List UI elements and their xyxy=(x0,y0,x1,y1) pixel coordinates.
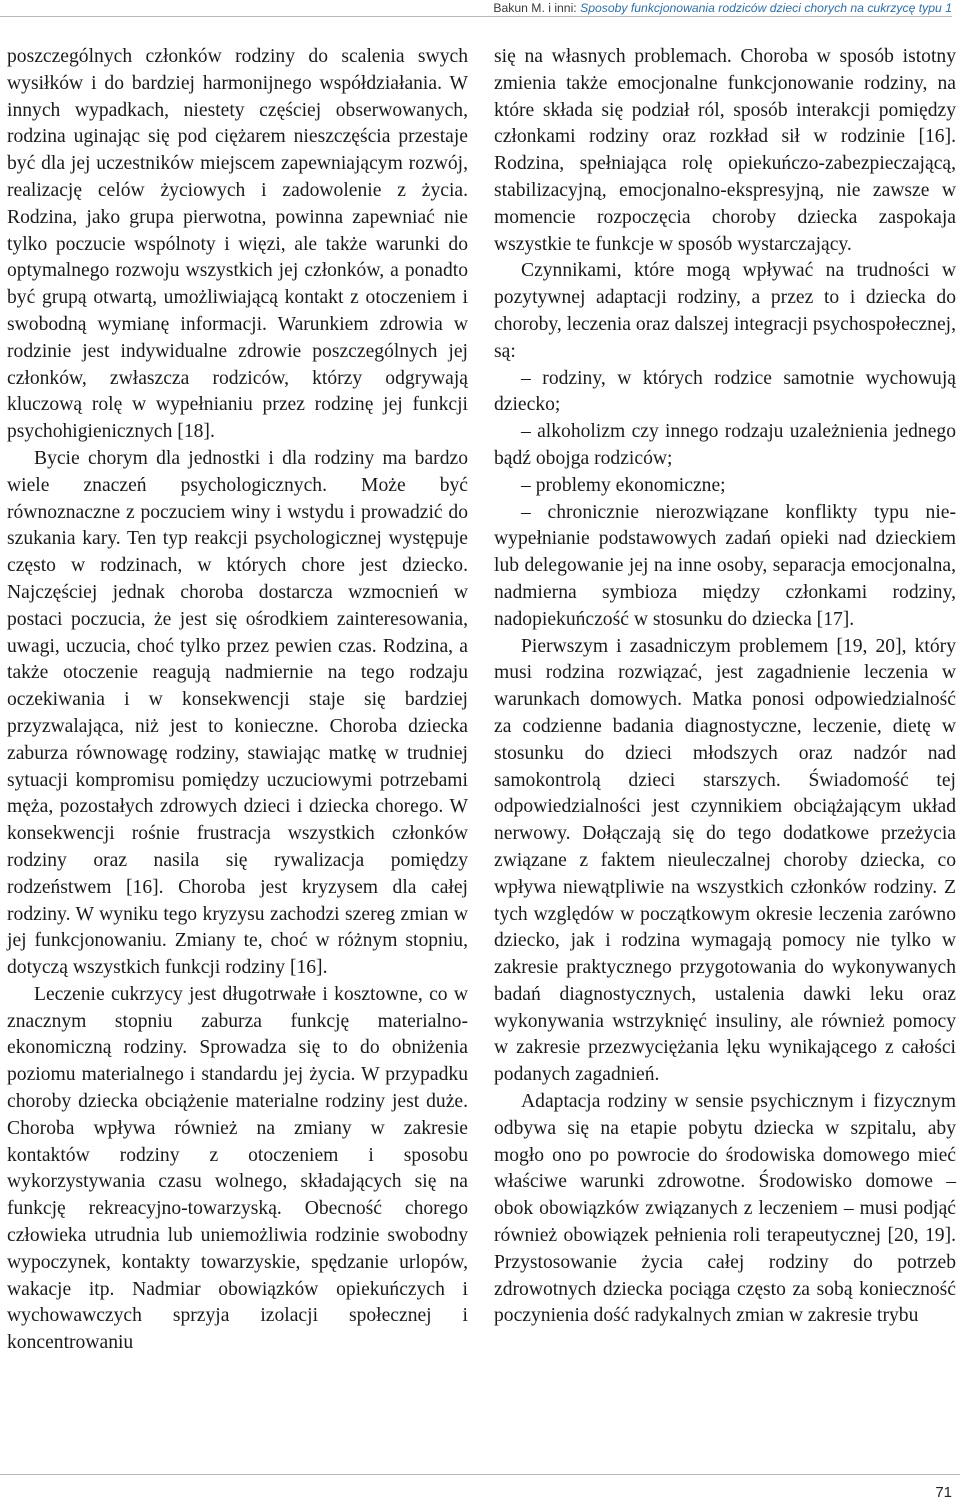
footer-rule xyxy=(0,1474,960,1475)
running-header xyxy=(0,0,952,17)
list-item: – chronicznie nierozwiązane konflikty typu niewypełnianie podstawowych zadań opieki nad dzieckiem lub delegowanie jej na inne osoby, separacja emocjonalna, nadmierna symbioza między członkami rodziny, nadopiekuńczość w stosunku do dziecka [17]. xyxy=(494,501,956,630)
list-item: – rodziny, w których rodzice samotnie wychowują dziecko; xyxy=(494,367,956,416)
paragraph: Leczenie cukrzycy jest długotrwałe i kosztowne, co w znacznym stopniu zaburza funkcję materialno-ekonomiczną rodziny. Sprowadza się to do obniżenia poziomu materialnego i standardu jej życia. W przypadku choroby dziecka obciążenie materialne rodziny jest duże. Choroba wpływa również na zmiany w zakresie kontaktów rodziny z otoczeniem i sposobu wykorzystywania czasu wolnego, składających się na funkcję rekreacyjno-towarzyską. Obecność chorego człowieka utrudnia lub uniemożliwia rodzinie swobodny wypoczynek, kontakty towarzyskie, spędzanie urlopów, wakacje itp. Nadmiar obowiązków opiekuńczych i wychowawczych sprzyja izolacji społecznej i koncentrowaniu xyxy=(7,983,468,1354)
paragraph: Pierwszym i zasadniczym problemem [19, 20], który musi rodzina rozwiązać, jest zagadnienie leczenia w warunkach domowych. Matka ponosi odpowiedzialność za codzienne badania diagnostyczne, leczenie, dietę w stosunku do dzieci młodszych oraz nadzór nad samokontrolą dzieci starszych. Świadomość tej odpowiedzialności jest czynnikiem obciążającym układ nerwowy. Dołączają się do tego dodatkowe przeżycia związane z faktem nieuleczalnej choroby dziecka, co wpływa niewątpliwie na wszystkich członków rodziny. Z tych względów w początkowym okresie leczenia zarówno dziecko, jak i rodzina wymagają pomocy nie tylko w zakresie praktycznego przygotowania do wykonywanych badań diagnostycznych, ustalenia dawki leku oraz wykonywania wstrzyknięć insuliny, ale również pomocy w zakresie przezwyciężania lęku wynikającego z całości podanych zagadnień. xyxy=(494,635,956,1086)
header-authors: Bakun M. i inni: xyxy=(493,1,581,15)
left-column xyxy=(7,44,468,1357)
header-title: Sposoby funkcjonowania rodziców dzieci chorych na cukrzycę typu 1 xyxy=(580,1,952,15)
page-number: 71 xyxy=(935,1484,952,1501)
paragraph: Bycie chorym dla jednostki i dla rodziny ma bardzo wiele znaczeń psychologicznych. Może być równoznaczne z poczuciem winy i wstydu i prowadzić do szukania kary. Ten typ reakcji psychologicznej występuje często w rodzinach, w których chore jest dziecko. Najczęściej jednak choroba dostarcza wzmocnień w postaci poczucia, że jest się ośrodkiem zainteresowania, uwagi, uczucia, choć tylko przez pewien czas. Rodzina, a także otoczenie reagują nadmiernie na tego rodzaju oczekiwania i w konsekwencji staje się bardziej przyzwalająca, niż jest to konieczne. Choroba dziecka zaburza równowagę rodziny, stawiając matkę w trudniej sytuacji kompromisu pomiędzy uczuciowymi potrzebami męża, pozostałych zdrowych dzieci i dziecka chorego. W konsekwencji rośnie frustracja wszystkich członków rodziny oraz nasila się rywalizacja pomiędzy rodzeństwem [16]. Choroba jest kryzysem dla całej rodziny. W wyniku tego kryzysu zachodzi szereg zmian w jej funkcjonowaniu. Zmiany te, choć w różnym stopniu, dotyczą wszystkich funkcji rodziny [16]. xyxy=(7,447,468,979)
paragraph: Adaptacja rodziny w sensie psychicznym i fizycznym odbywa się na etapie pobytu dziecka w szpitalu, aby mogło ono po powrocie do środowiska domowego mieć właściwe warunki zdrowotne. Środowisko domowe – obok obowiązków związanych z leczeniem – musi podjąć również obowiązek pełnienia roli terapeutycznej [20, 19]. Przystosowanie życia całej rodziny do potrzeb zdrowotnych dziecka pociąga często za sobą konieczność poczynienia dość radykalnych zmian w zakresie trybu xyxy=(494,1091,956,1327)
paragraph: poszczególnych członków rodziny do scalenia swych wysiłków i do bardziej harmonijnego współdziałania. W innych wypadkach, niestety częściej obserwowanych, rodzina uginając się pod ciężarem nieszczęścia przestaje być dla jej uczestników miejscem zapewniającym rozwój, realizację celów życiowych i zadowolenie z życia. Rodzina, jako grupa pierwotna, powinna zapewniać nie tylko poczucie wspólnoty i więzi, ale także warunki do optymalnego rozwoju wszystkich jej członków, a ponadto być grupą otwartą, umożliwiającą kontakt z otoczeniem i swobodną wymianę informacji. Warunkiem zdrowia w rodzinie jest indywidualne zdrowie poszczególnych jej członków, zwłaszcza rodziców, którzy odgrywają kluczową rolę w wypełnianiu przez rodzinę jej funkcji psychohigienicznych [18]. xyxy=(7,46,468,443)
list-item: – problemy ekonomiczne; xyxy=(521,474,726,496)
paragraph: się na własnych problemach. Choroba w sposób istotny zmienia także emocjonalne funkcjonowanie rodziny, na które składa się podział ról, sposób interakcji pomiędzy członkami rodziny oraz rozkład sił w rodzinie [16]. Rodzina, spełniająca rolę opiekuńczo-zabezpieczającą, stabilizacyjną, emocjonalno-ekspresyjną, nie zawsze w momencie rozpoczęcia choroby dziecka zaspokaja wszystkie te funkcje w sposób wystarczający. xyxy=(494,46,956,255)
paragraph: Czynnikami, które mogą wpływać na trudności w pozytywnej adaptacji rodziny, a przez to i dziecka do choroby, leczenia oraz dalszej integracji psychospołecznej, są: xyxy=(494,260,956,362)
right-column xyxy=(494,44,956,1330)
list-item: – alkoholizm czy innego rodzaju uzależnienia jednego bądź obojga rodziców; xyxy=(494,421,956,469)
